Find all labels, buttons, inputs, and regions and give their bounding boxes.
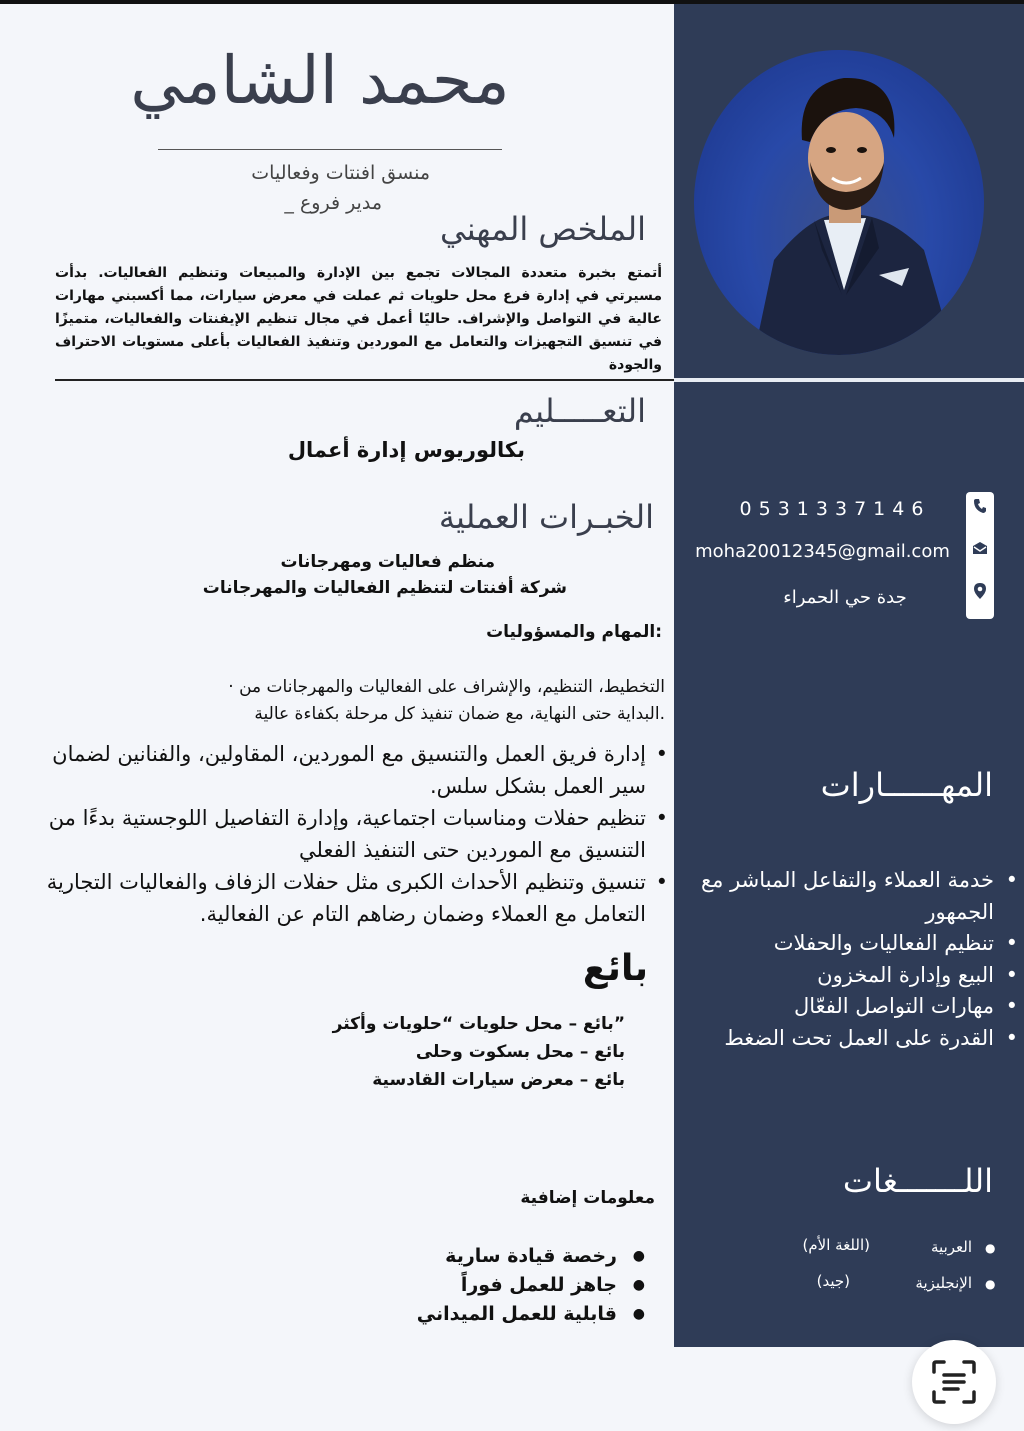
job-title-secondary: _ مدير فروع [284, 192, 382, 214]
profile-photo [694, 50, 984, 355]
list-item: ● رخصة قيادة سارية [380, 1242, 645, 1271]
seller-heading: بائع [582, 948, 648, 989]
sidebar-divider [674, 378, 1024, 382]
bullet-icon: ● [985, 1241, 996, 1255]
languages-heading: اللـــــــغات [842, 1162, 993, 1200]
person-name: محمد الشامي [130, 42, 510, 119]
summary-heading: الملخص المهني [440, 210, 646, 248]
list-item: • القدرة على العمل تحت الضغط [690, 1023, 1020, 1055]
task-intro-line-1: التخطيط، التنظيم، والإشراف على الفعاليات والمهرجانات من · [228, 677, 665, 697]
contact-location: جدة حي الحمراء [783, 587, 907, 608]
language-name: العربية [931, 1238, 972, 1256]
education-degree: بكالوريوس إدارة أعمال [287, 438, 525, 462]
skills-heading: المهــــــارات [820, 766, 993, 804]
summary-text: أتمتع بخبرة متعددة المجالات تجمع بين الإدارة والمبيعات وتنظيم الفعاليات. بدأت مسيرتي في إدارة فرع محل حلويات ثم عملت في معرض سيارات، مما أكسبني مهارات عالية في التواصل والإشراف. حاليًا أعمل في مجال تنظيم الإيفنتات والفعاليات، متميزًا في تنسيق التجهيزات والتعامل مع الموردين وتنفيذ الفعاليات بأعلى مستويات الاحتراف والجودة [55, 265, 662, 373]
list-item: • تنظيم الفعاليات والحفلات [690, 928, 1020, 960]
name-underline [158, 149, 502, 150]
bullet-icon: ● [985, 1277, 996, 1291]
scan-text-icon [912, 1340, 996, 1424]
language-level: (اللغة الأم) [802, 1236, 870, 1254]
summary-divider [55, 379, 674, 381]
language-name: الإنجليزية [915, 1274, 972, 1292]
list-item: ● قابلية للعمل الميداني [380, 1300, 645, 1329]
experience-role: منظم فعاليات ومهرجانات [280, 552, 495, 572]
experience-heading: الخبـرات العملية [438, 498, 654, 536]
contact-email[interactable]: moha20012345@gmail.com [695, 541, 950, 562]
skills-list [690, 865, 1020, 1054]
education-heading: التعـــــليم [513, 392, 646, 430]
list-item: • تنظيم حفلات ومناسبات اجتماعية، وإدارة التفاصيل اللوجستية بدءًا من التنسيق مع الموردين حتى التنفيذ الفعلي [40, 802, 668, 866]
job-title-primary: منسق افنتات وفعاليات [251, 162, 430, 184]
language-level: (جيد) [816, 1272, 850, 1290]
tasks-list [40, 738, 668, 930]
task-intro-line-2: .البداية حتى النهاية، مع ضمان تنفيذ كل مرحلة بكفاءة عالية [254, 704, 665, 724]
list-item: • إدارة فريق العمل والتنسيق مع الموردين، المقاولين، والفنانين لضمان سير العمل بشكل سلس. [40, 738, 668, 802]
list-item: • مهارات التواصل الفعّال [690, 991, 1020, 1023]
additional-list [380, 1242, 645, 1329]
contact-phone[interactable]: 0531337146 [739, 498, 931, 520]
list-item: بائع – محل حلويات “حلويات وأكثر” [332, 1014, 625, 1034]
task-intro [100, 674, 665, 728]
location-pin-icon [966, 582, 994, 604]
tasks-heading: المهام والمسؤوليات: [486, 622, 662, 642]
list-item: ● جاهز للعمل فوراً [380, 1271, 645, 1300]
scan-text-button[interactable] [912, 1340, 996, 1424]
list-item: • خدمة العملاء والتفاعل المباشر مع الجمهور [690, 865, 1020, 928]
experience-company: شركة أفنتات لتنظيم الفعاليات والمهرجانات [202, 578, 567, 598]
list-item: بائع – معرض سيارات القادسية [372, 1070, 625, 1090]
mail-icon [966, 541, 994, 559]
list-item: بائع – محل بسكوت وحلى [415, 1042, 625, 1062]
seller-list [300, 1010, 625, 1094]
person-illustration [694, 50, 984, 355]
list-item: • البيع وإدارة المخزون [690, 960, 1020, 992]
additional-heading: معلومات إضافية [520, 1188, 655, 1208]
list-item: • تنسيق وتنظيم الأحداث الكبرى مثل حفلات الزفاف والفعاليات التجارية التعامل مع العملاء وضمان رضاهم التام عن الفعالية. [40, 866, 668, 930]
